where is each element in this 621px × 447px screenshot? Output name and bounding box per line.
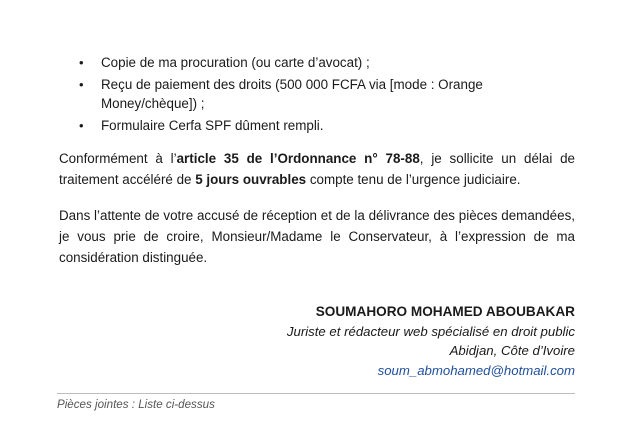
attachment-text: Formulaire Cerfa SPF dûment rempli. <box>101 118 324 133</box>
signer-email-link[interactable]: soum_abmohamed@hotmail.com <box>377 362 575 378</box>
legal-reference: article 35 de l’Ordonnance n° 78-88 <box>176 151 420 166</box>
attachment-text: Copie de ma procuration (ou carte d’avocat) ; <box>101 55 370 70</box>
signer-location: Abidjan, Côte d’Ivoire <box>449 343 575 358</box>
attachment-text: Reçu de paiement des droits (500 000 FCFA via [mode : Orange Money/chèque]) ; <box>101 77 483 111</box>
request-text-2: , je sollicite un délai de traitement accéléré de <box>59 151 576 187</box>
bullet-icon: • <box>79 77 84 92</box>
request-paragraph <box>59 148 575 190</box>
footer-divider <box>57 393 575 394</box>
request-text-3: compte tenu de l’urgence judiciaire. <box>306 172 521 187</box>
signer-name: SOUMAHORO MOHAMED ABOUBAKAR <box>315 304 575 319</box>
bullet-icon: • <box>79 118 84 133</box>
attachments-list <box>0 53 521 138</box>
signature-block <box>287 302 575 380</box>
list-item <box>0 75 521 113</box>
closing-paragraph: Dans l’attente de votre accusé de réception et de la délivrance des pièces demandées, je vous prie de croire, Monsieur/Madame le Conservateur, à l’expression de ma considération distinguée. <box>59 208 575 265</box>
signer-role: Juriste et rédacteur web spécialisé en droit public <box>286 323 575 339</box>
attachments-footer-note: Pièces jointes : Liste ci-dessus <box>57 398 215 411</box>
request-text-1: Conformément à l’ <box>59 151 177 166</box>
list-item <box>0 116 521 135</box>
bullet-icon: • <box>79 55 84 70</box>
list-item <box>0 53 521 72</box>
deadline-emphasis: 5 jours ouvrables <box>195 172 307 187</box>
